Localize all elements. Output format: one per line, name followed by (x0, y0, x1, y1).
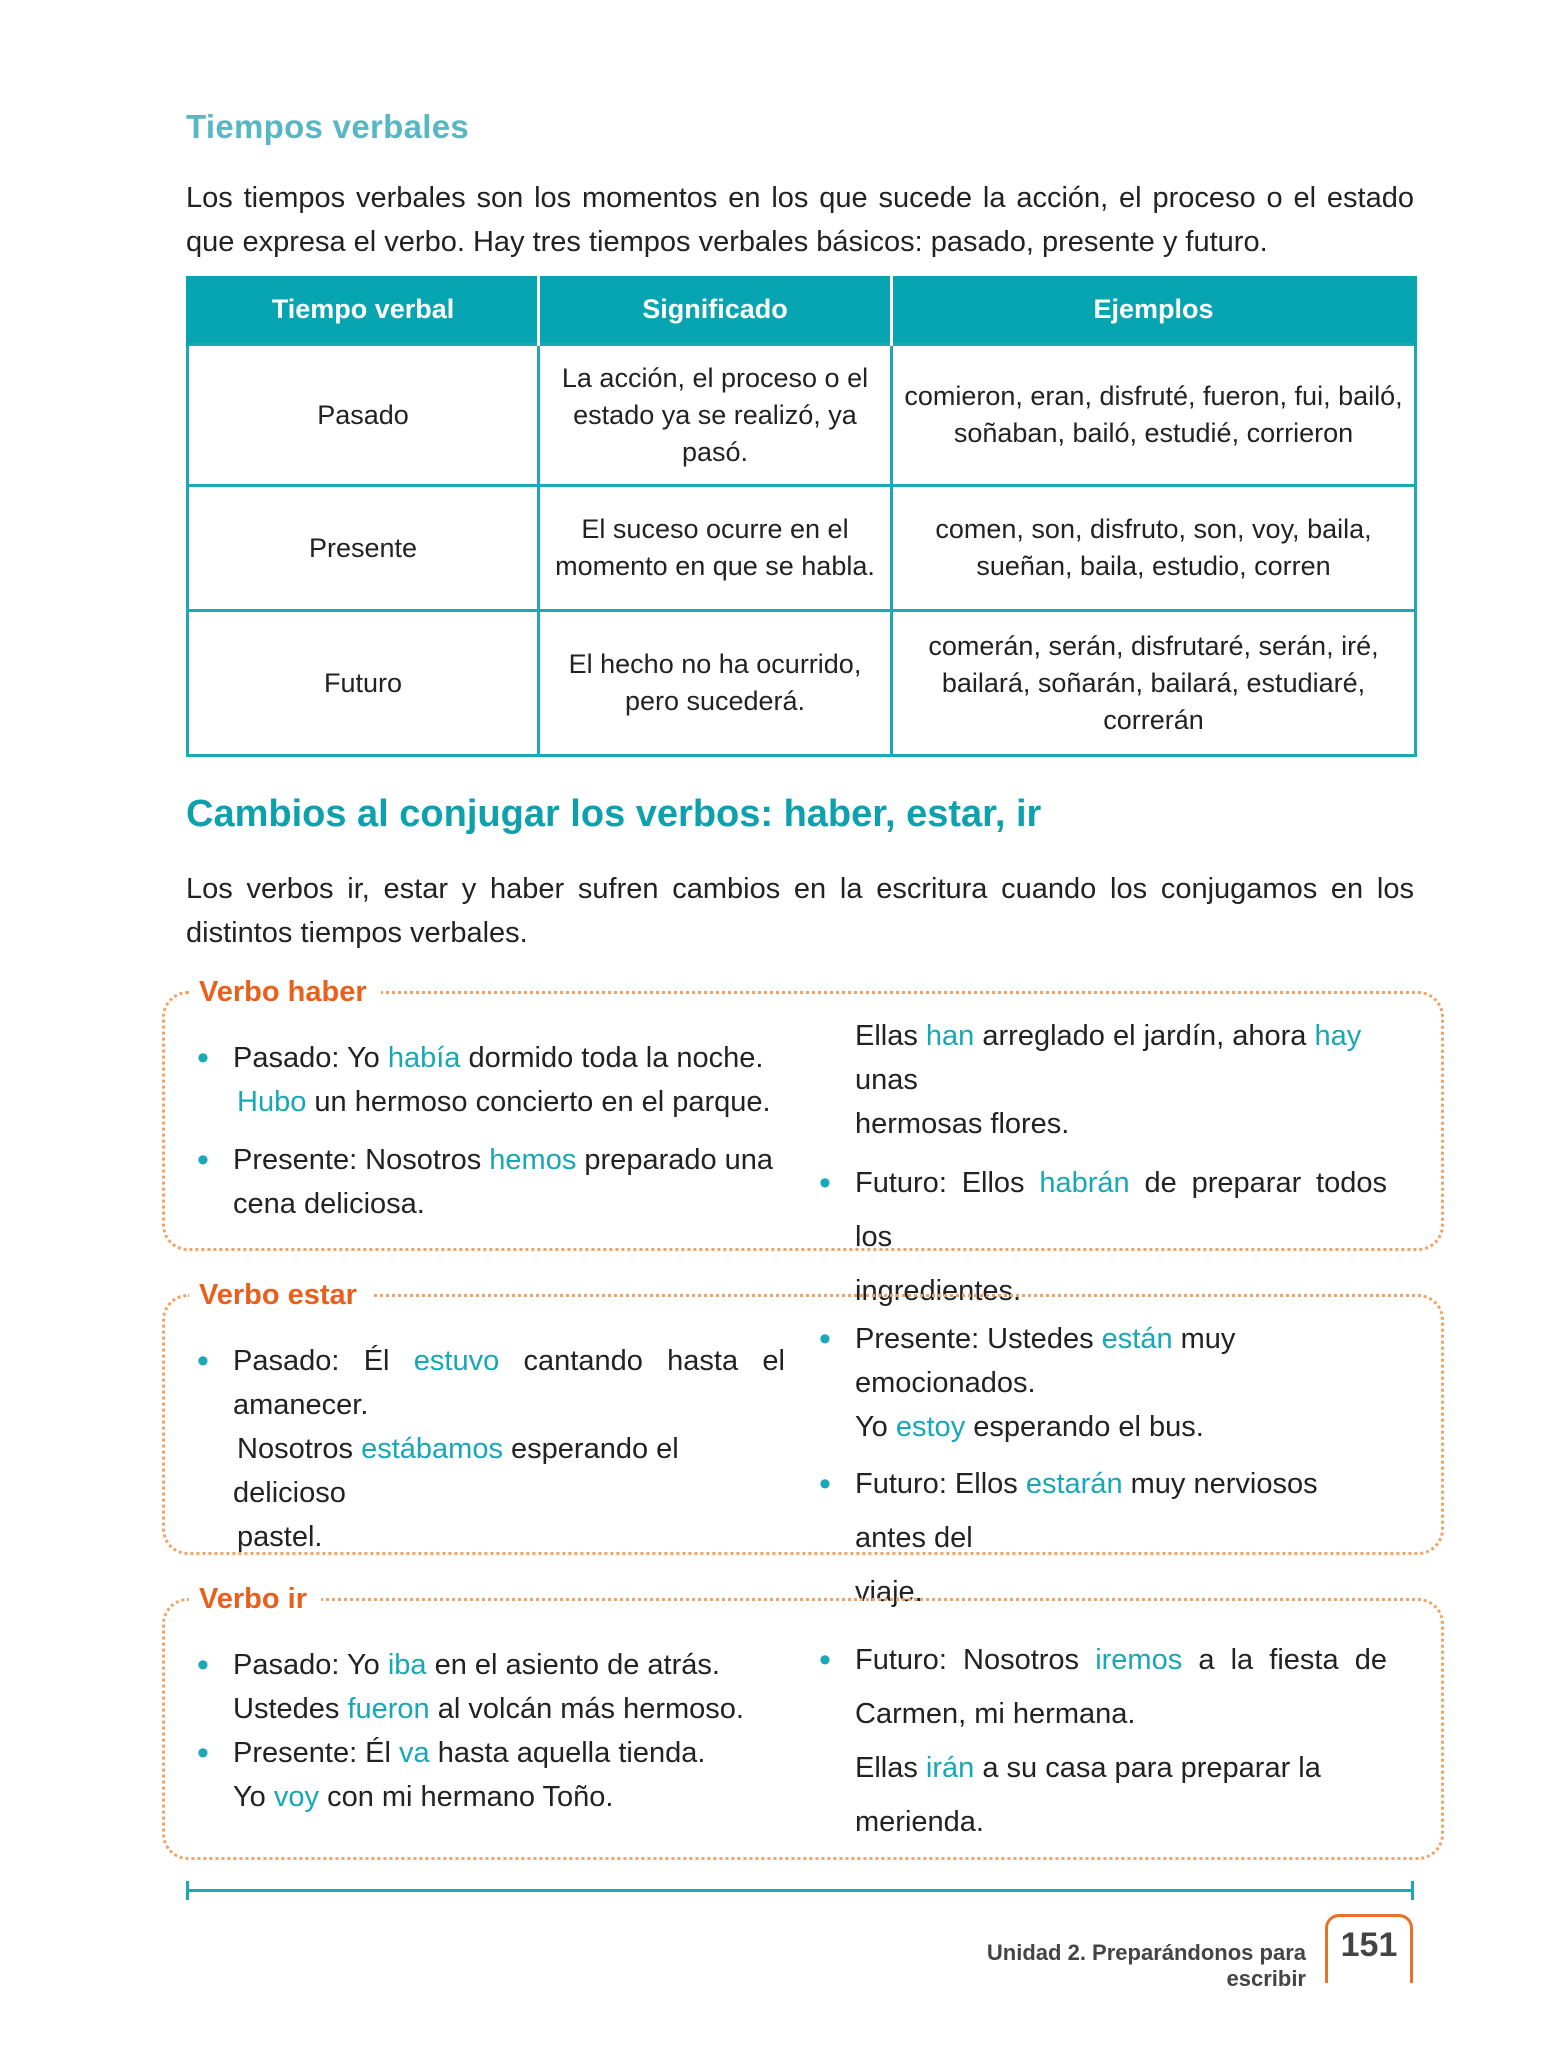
tense-cell: Presente (188, 486, 539, 611)
tense-cell: Futuro (188, 611, 539, 756)
list-item: • Presente: Ustedes están muy emocionados. Yo estoy esperando el bus. (817, 1317, 1387, 1449)
box-title-estar: Verbo estar (189, 1275, 371, 1315)
intro-paragraph-2: Los verbos ir, estar y haber sufren cambios en la escritura cuando los conjugamos en los distintos tiempos verbales. (186, 873, 1414, 949)
footer-divider (186, 1889, 1414, 1892)
examples-cell: comen, son, disfruto, son, voy, baila, sueñan, baila, estudio, corren (892, 486, 1416, 611)
footer-divider-cap-right (1411, 1881, 1414, 1900)
haber-right-column (817, 1014, 1387, 1318)
page-number: 151 (1340, 1926, 1398, 1964)
meaning-cell: El hecho no ha ocurrido, pero sucederá. (539, 611, 892, 756)
list-item: Ellas han arreglado el jardín, ahora hay unas hermosas flores. (855, 1020, 1362, 1140)
list-item: • Futuro: Ellos estarán muy nerviosos antes del viaje. (817, 1457, 1387, 1619)
list-item: • Pasado: Yo iba en el asiento de atrás. Ustedes fueron al volcán más hermoso. (195, 1643, 785, 1731)
section-title-cambios: Cambios al conjugar los verbos: haber, estar, ir (186, 793, 1042, 835)
meaning-cell: El suceso ocurre en el momento en que se habla. (539, 486, 892, 611)
haber-left-column (195, 1036, 785, 1226)
list-item: • Pasado: Él estuvo cantando hasta el amanecer. Nosotros estábamos esperando el delicioso pastel. (195, 1339, 785, 1559)
intro-paragraph: Los tiempos verbales son los momentos en los que sucede la acción, el proceso o el estado que expresa el verbo. Hay tres tiempos verbales básicos: pasado, presente y futuro. (186, 182, 1414, 258)
table-row (188, 345, 1416, 486)
box-title-haber: Verbo haber (189, 972, 381, 1012)
table-header-tense: Tiempo verbal (188, 276, 539, 345)
list-item: • Pasado: Yo había dormido toda la noche. Hubo un hermoso concierto en el parque. (195, 1036, 785, 1124)
examples-cell: comerán, serán, disfrutaré, serán, iré, bailará, soñarán, bailará, estudiaré, correrán (892, 611, 1416, 756)
verbo-ir-box (162, 1583, 1444, 1860)
table-header-row (188, 276, 1416, 345)
list-item: • Presente: Nosotros hemos preparado una cena deliciosa. (195, 1138, 785, 1226)
ir-left-column (195, 1643, 785, 1819)
footer-unit-label: Unidad 2. Preparándonos para escribir (986, 1940, 1306, 1991)
table-header-examples: Ejemplos (892, 276, 1416, 345)
estar-right-column (817, 1317, 1387, 1619)
verb-tense-table (186, 276, 1417, 757)
examples-cell: comieron, eran, disfruté, fueron, fui, bailó, soñaban, bailó, estudié, corrieron (892, 345, 1416, 486)
table-row (188, 486, 1416, 611)
box-title-ir: Verbo ir (189, 1579, 321, 1619)
ir-right-column (817, 1633, 1387, 1849)
section-title-tiempos-verbales: Tiempos verbales (186, 108, 469, 145)
table-header-meaning: Significado (539, 276, 892, 345)
list-item: • Presente: Él va hasta aquella tienda. Yo voy con mi hermano Toño. (195, 1731, 785, 1819)
estar-left-column (195, 1339, 785, 1559)
table-row (188, 611, 1416, 756)
list-item: • Futuro: Ellos habrán de preparar todos los ingredientes. (817, 1156, 1387, 1318)
meaning-cell: La acción, el proceso o el estado ya se realizó, ya pasó. (539, 345, 892, 486)
list-item: • Futuro: Nosotros iremos a la fiesta de Carmen, mi hermana. Ellas irán a su casa para preparar la merienda. (817, 1633, 1387, 1849)
tense-cell: Pasado (188, 345, 539, 486)
footer-divider-cap-left (186, 1881, 189, 1900)
